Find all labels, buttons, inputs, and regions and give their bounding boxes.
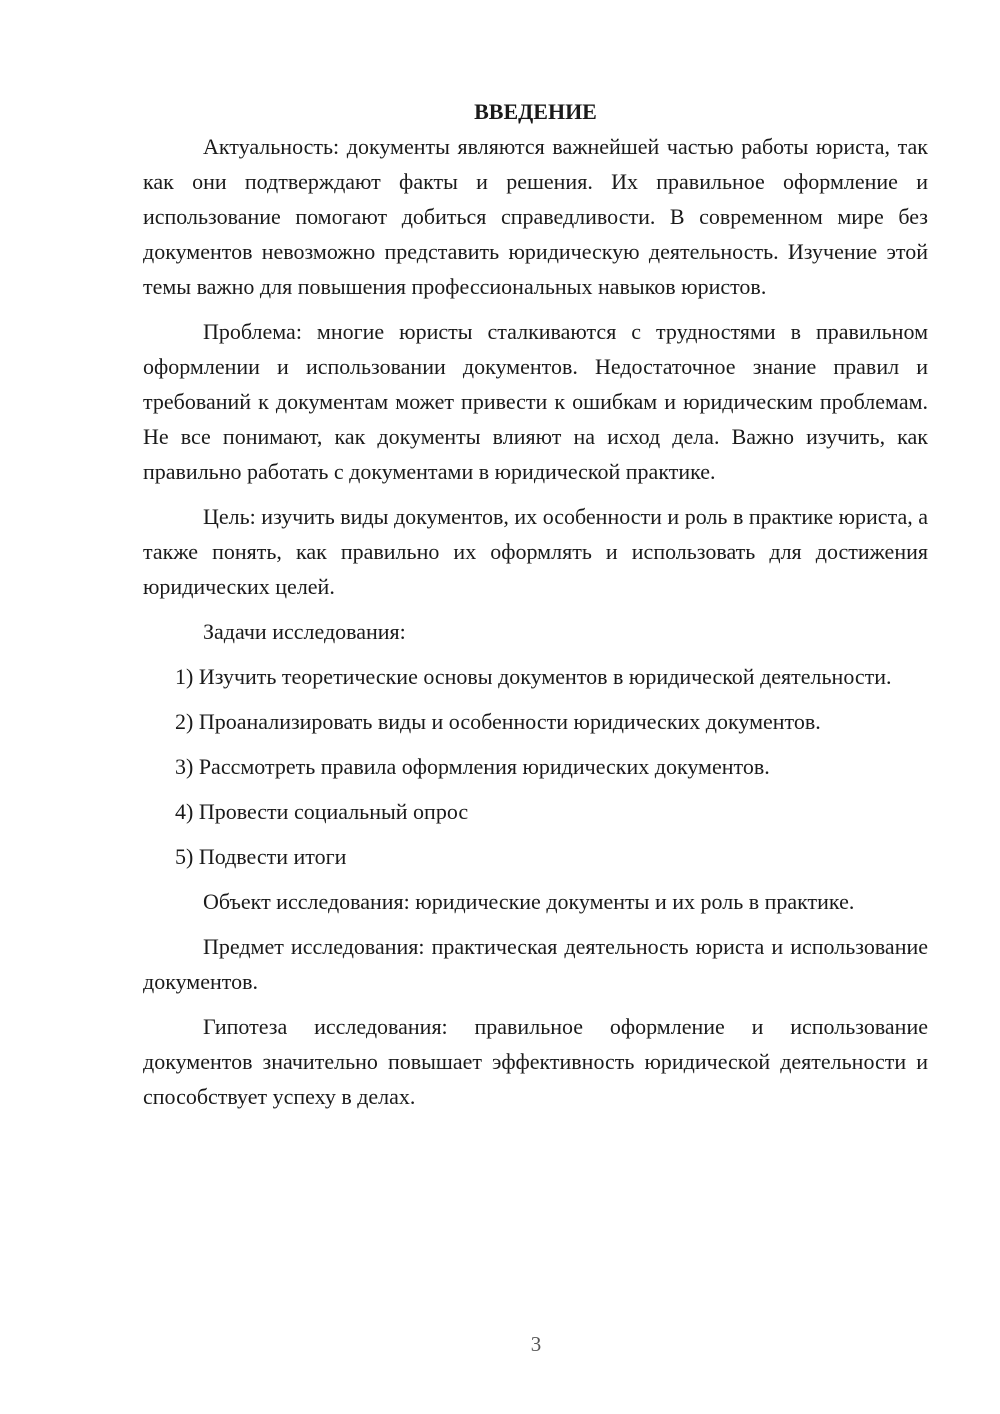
task-item-3: 3) Рассмотреть правила оформления юридических документов. <box>175 754 770 779</box>
paragraph-spacer <box>143 489 928 499</box>
section-title: ВВЕДЕНИЕ <box>474 99 597 124</box>
tasks-heading: Задачи исследования: <box>203 619 406 644</box>
task-item-2: 2) Проанализировать виды и особенности юридических документов. <box>175 709 821 734</box>
hypothesis-paragraph: Гипотеза исследования: правильное оформление и использование документов значительно повышает эффективность юридической деятельности и способствует успеху в делах. <box>143 1014 928 1109</box>
paragraph-spacer <box>143 999 928 1009</box>
goal-paragraph: Цель: изучить виды документов, их особенности и роль в практике юриста, а также понять, как правильно их оформлять и использовать для достижения юридических целей. <box>143 504 928 599</box>
object-paragraph: Объект исследования: юридические документы и их роль в практике. <box>203 889 855 914</box>
paragraph-spacer <box>143 874 928 884</box>
paragraph-spacer <box>143 604 928 614</box>
task-item-5: 5) Подвести итоги <box>175 844 347 869</box>
page-number: 3 <box>530 1332 542 1356</box>
page-content <box>143 94 928 1114</box>
task-item-1: 1) Изучить теоретические основы документов в юридической деятельности. <box>175 664 892 689</box>
task-item-4: 4) Провести социальный опрос <box>175 799 469 824</box>
problem-paragraph: Проблема: многие юристы сталкиваются с трудностями в правильном оформлении и использовании документов. Недостаточное знание правил и требований к документам может привести к ошибкам и юридическим проблемам. Не все понимают, как документы влияют на исход дела. Важно изучить, как правильно работать с документами в юридической практике. <box>143 319 928 484</box>
paragraph-spacer <box>143 739 928 749</box>
paragraph-spacer <box>143 694 928 704</box>
subject-paragraph: Предмет исследования: практическая деятельность юриста и использование документов. <box>143 934 928 994</box>
paragraph-spacer <box>143 829 928 839</box>
relevance-paragraph: Актуальность: документы являются важнейшей частью работы юриста, так как они подтверждают факты и решения. Их правильное оформление и использование помогают добиться справедливости. В современном мире без документов невозможно представить юридическую деятельность. Изучение этой темы важно для повышения профессиональных навыков юристов. <box>143 134 928 299</box>
paragraph-spacer <box>143 919 928 929</box>
paragraph-spacer <box>143 649 928 659</box>
paragraph-spacer <box>143 784 928 794</box>
paragraph-spacer <box>143 304 928 314</box>
